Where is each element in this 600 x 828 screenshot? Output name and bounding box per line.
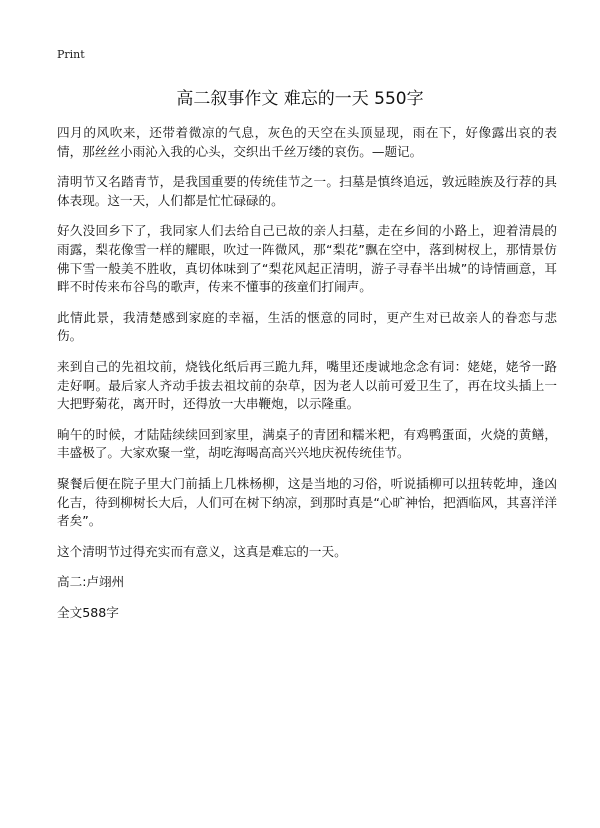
print-label: Print	[57, 48, 85, 61]
author-signature: 高二:卢翊州	[57, 574, 125, 590]
paragraph: 好久没回乡下了，我同家人们去给自己已故的亲人扫墓，走在乡间的小路上，迎着清晨的雨露，梨花像雪一样的耀眼，吹过一阵微风，那“梨花”飘在空中，落到树杈上，那情景仿佛下雪一般美不胜收，真切体味到了“梨花风起正清明，游子寻春半出城”的诗情画意，耳畔不时传来布谷鸟的歌声，传来不懂事的孩童们打闹声。	[57, 223, 557, 295]
paragraph: 晌午的时候，才陆陆续续回到家里，满桌子的青团和糯米粑，有鸡鸭蛋面，火烧的黄鳝，丰盛极了。大家欢聚一堂，胡吃海喝高高兴兴地庆祝传统佳节。	[57, 426, 557, 461]
document-body	[57, 124, 557, 634]
paragraph: 聚餐后便在院子里大门前插上几株杨柳，这是当地的习俗，听说插柳可以扭转乾坤，逢凶化吉，待到柳树长大后，人们可在树下纳凉，到那时真是“心旷神怡，把酒临风，其喜洋洋者矣”。	[57, 475, 557, 529]
word-count: 全文588字	[57, 604, 119, 620]
paragraph: 清明节又名踏青节，是我国重要的传统佳节之一。扫墓是慎终追远，敦远睦族及行荐的具体表现。这一天，人们都是忙忙碌碌的。	[57, 174, 557, 208]
paragraph: 此情此景，我清楚感到家庭的幸福，生活的惬意的同时，更产生对已故亲人的眷恋与悲伤。	[57, 309, 557, 344]
paragraph-conclusion: 这个清明节过得充实而有意义，这真是难忘的一天。	[57, 543, 347, 559]
paragraph: 来到自己的先祖坟前，烧钱化纸后再三跪九拜，嘴里还虔诚地念念有词：姥姥，姥爷一路走好啊。最后家人齐动手拔去祖坟前的杂草，因为老人以前可爱卫生了，再在坟头插上一大把野菊花，离开时，还得放一大串鞭炮，以示隆重。	[57, 358, 557, 412]
document-title: 高二叙事作文 难忘的一天 550字	[176, 89, 424, 109]
paragraph-epigraph: 四月的风吹来，还带着微凉的气息，灰色的天空在头顶显现，雨在下，好像露出哀的表情，那丝丝小雨沁入我的心头，交织出千丝万缕的哀伤。—题记。	[57, 125, 557, 159]
